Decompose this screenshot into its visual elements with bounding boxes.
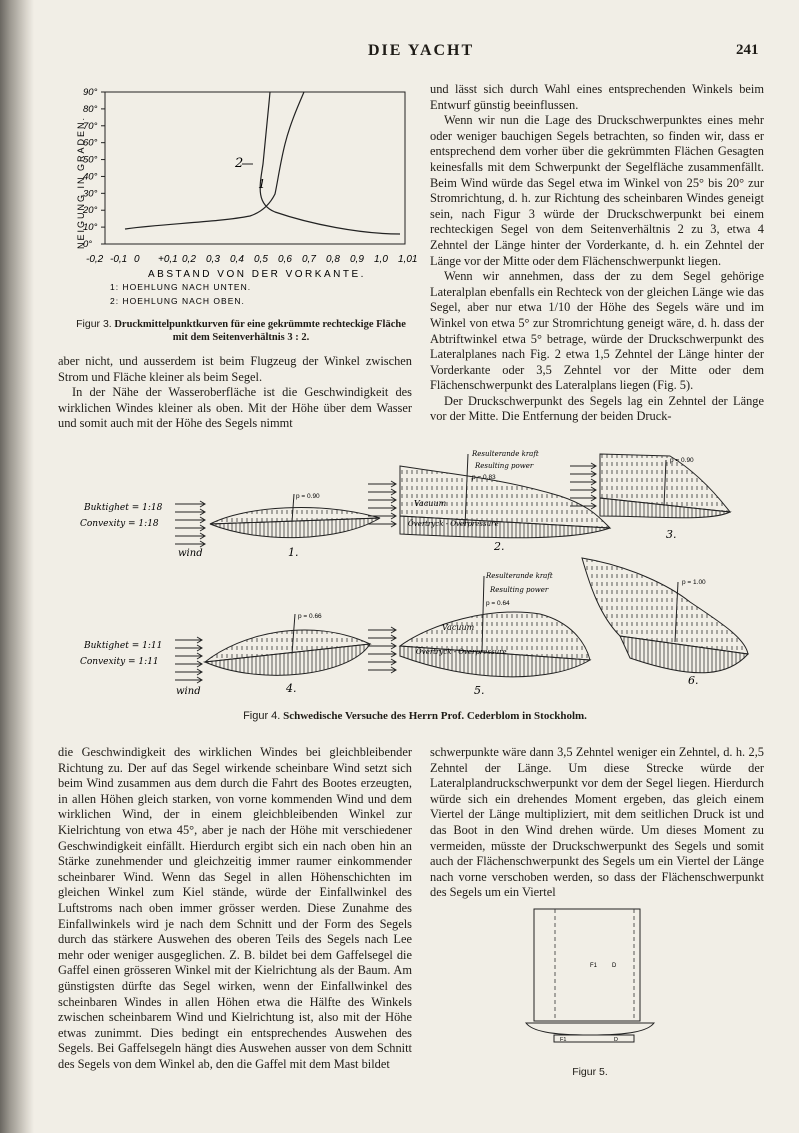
fig5-hull <box>526 1023 654 1035</box>
fig3-x-tick-label: 0,7 <box>302 254 316 265</box>
fig3-y-tick-label: 90° <box>83 87 98 98</box>
fig4-resultant-2a: Resulterande kraft <box>472 450 539 458</box>
fig3-y-tick-label: 60° <box>83 137 98 149</box>
fig3-x-tick-label: 0,6 <box>278 254 292 265</box>
fig3-x-tick-label: 0 <box>134 254 140 265</box>
fig3-y-tick-label: 40° <box>83 171 98 183</box>
fig3-x-tick-label: 1,0 <box>374 254 388 265</box>
fig3-x-tick-label: 0,2 <box>182 254 196 265</box>
page-header <box>0 42 799 64</box>
fig3-curve-label-1: 1 <box>258 177 266 191</box>
fig4-p-value-3: p = 0.90 <box>670 457 694 464</box>
fig3-x-tick-label: 0,5 <box>254 254 268 265</box>
paragraph: und lässt sich durch Wahl eines entsprechenden Winkels beim Entwurf günstig beeinflussen. <box>430 82 764 112</box>
fig3-curve-label-2: 2 <box>235 156 244 171</box>
fig4-number-5: 5. <box>474 684 485 697</box>
paragraph: Der Druckschwerpunkt des Segels lag ein Zehntel der Länge vor der Mitte. Die Entfernung der beiden Druck- <box>430 393 764 424</box>
fig4-wind-arrows-4 <box>175 637 202 683</box>
fig3-x-tick-label: 0,8 <box>326 254 340 265</box>
fig3-y-tick-label: 20° <box>83 205 98 217</box>
fig4-p-value-2: p = 0.83 <box>472 474 496 481</box>
paragraph: aber nicht, und ausserdem ist beim Flugzeug der Winkel zwischen Strom und Fläche kleiner als beim Segel. <box>58 354 412 384</box>
fig4-p-value-6: p = 1.00 <box>682 579 706 586</box>
fig3-legend-1: 1: HOEHLUNG NACH UNTEN. <box>110 282 252 292</box>
fig3-curve-1 <box>125 92 304 229</box>
paragraph: Wenn wir nun die Lage des Druckschwerpunktes eines mehr oder weniger bauchigen Segels betrachten, so finden wir, dass er entsprechend dem vorher über die gekrümmten Flächen Gesagten keinesfalls mit dem Schwerpunkt der Segelfläche zusammenfällt. Beim Wind würde das Segel etwa im Winkel von 25° bis 20° zur Stromrichtung, d. h. zur Richtung des scheinbaren Windes geneigt sein, nach Figur 3 würde der Druckschwerpunkt bei einem rechteckigen Segel von dem Seitenverhältnis 2 zu 3, etwa 4 Zehntel der Länge hinter der Vorderkante, d. h. ein Zehntel der Länge vor der Mitte oder dem Flächenschwerpunkt liegen. <box>430 113 764 268</box>
fig3-y-tick-label: 10° <box>83 222 98 234</box>
right-column-bottom <box>430 745 764 901</box>
fig4-number-6: 6. <box>688 674 699 687</box>
fig4-resultant-2b: Resulting power <box>475 462 534 470</box>
fig3-x-tick-label: -0,1 <box>110 254 128 265</box>
figure-3-caption-label: Figur 3. <box>76 318 112 330</box>
fig4-p-value-1: p = 0.90 <box>296 493 320 500</box>
fig3-x-tick-label: +0,1 <box>158 254 178 265</box>
figure-3-caption-text: Druckmittelpunktkurven für eine gekrümmte rechteckige Fläche mit dem Seitenverhältnis 3 : 2. <box>114 319 406 343</box>
paragraph: In der Nähe der Wasseroberfläche ist die Geschwindigkeit des wirklichen Windes kleiner als oben. Mit der Höhe über dem Wasser und somit auch mit der Höhe des Segels nimmt <box>58 385 412 431</box>
fig4-sail-6-upper <box>582 558 748 654</box>
figure-5-caption-label: Figur 5. <box>572 1066 608 1078</box>
figure-4-caption-label: Figur 4. <box>243 710 281 722</box>
fig4-number-3: 3. <box>666 528 677 541</box>
fig4-p-value-4: p = 0.66 <box>298 613 322 620</box>
fig4-overtryck-5: Övertryck - Overpressure <box>416 648 507 656</box>
fig3-x-tick-label: 0,4 <box>230 254 244 265</box>
paragraph: Wenn wir annehmen, dass der zu dem Segel gehörige Lateralplan ebenfalls ein Rechteck von der gleichen Länge wie das Segel, aber nur etwa 1/10 der Höhe des Segels wäre und im Winkel von etwa 5° zur Stromrichtung geneigt wäre, d. h. dass der Abtriftwinkel etwa 5° betrage, würde der Druckschwerpunkt des Lateralplanes nach Fig. 2 etwa 1,5 Zehntel der Länge hinter der Vorderkante oder 3,5 Zehntel vor der Mitte oder dem Flächenschwerpunkt des Lateralplans liegen (Fig. 5). <box>430 269 764 393</box>
figure-4-diagram <box>70 446 760 704</box>
fig3-x-tick-label: 0,9 <box>350 254 364 265</box>
fig4-vacuum-5: Vacuum <box>442 623 475 632</box>
fig3-grid <box>105 92 405 244</box>
left-column-top <box>58 354 412 432</box>
fig4-resultant-5a: Resulterande kraft <box>486 572 553 580</box>
fig3-x-tick-label: 1,01 <box>398 254 418 265</box>
fig4-number-2: 2. <box>494 540 505 553</box>
figure-5-caption <box>520 1066 660 1079</box>
fig5-label-a: F1 <box>590 963 598 969</box>
paragraph: schwerpunkte wäre dann 3,5 Zehntel weniger ein Zehntel, d. h. 2,5 Zehntel der Länge. Um diese Strecke würde der Lateralplandruckschwerpunkt vor dem der Segel liegen. Hierdurch würde sich ein drehendes Moment ergeben, das gleich einem Viertel der Länge multipliziert, mit dem seitlichen Druck ist und das Boot in den Wind drehen würde. Um dieses Moment zu vermeiden, müsste der Druckschwerpunkt des Segels und somit auch der Flächenschwerpunkt des Segels um ein Viertel der Länge nach vorne verschoben werden, so dass der Flächenschwerpunkt des Segels um ein Viertel <box>430 745 764 900</box>
fig4-p-value-5: p = 0.64 <box>486 600 510 607</box>
fig3-y-axis-label: NEIGUNG IN GRADEN. <box>76 115 86 249</box>
page-number: 241 <box>736 42 759 58</box>
fig4-wind-label-4: wind <box>176 686 201 697</box>
right-column-top <box>430 82 764 425</box>
fig5-label-b-lower: D <box>614 1037 618 1043</box>
journal-title: DIE YACHT <box>368 42 475 59</box>
fig5-label-a-lower: F1 <box>560 1037 567 1043</box>
fig3-y-tick-label: 50° <box>83 154 98 166</box>
fig4-top-note-2: Convexity = 1:18 <box>80 519 159 529</box>
figure-3-caption <box>76 318 406 344</box>
fig3-x-ticks <box>86 254 417 265</box>
fig3-y-tick-label: 0° <box>83 239 93 250</box>
fig3-legend-2: 2: HOEHLUNG NACH OBEN. <box>110 296 245 306</box>
paragraph: die Geschwindigkeit des wirklichen Windes bei gleichbleibender Richtung zu. Der auf das Segel wirkende scheinbare Wind setzt sich beim Wind zusammen aus dem durch die Fahrt des Bootes erzeugten, in allen Höhen gleich starken, von vorne kommenden Wind und dem wirklichen Wind, der in einem gleichbleibenden Winkel zur Kielrichtung von etwa 45°, aber je nach der Höhe mit verschiedener Geschwindigkeit einfällt. Hierdurch ergibt sich ein nach oben hin an Stärke zunehmender und gleichzeitig immer raumer einkommender scheinbarer Wind. Wenn das Segel in allen Höhenschichten im gleichen Winkel zum Kiel stände, würde der Einfallwinkel des Luftstroms nach oben immer grösser werden. Diese Zunahme des Einfallwinkels wird je nach dem Schnitt und der Form des Segels durch das stärkere Auswehen des oberen Teils des Segels nach Lee mehr oder weniger ausgeglichen. Z. B. bildet bei dem Gaffelsegel die Gaffel einen grösseren Winkel mit der Kielrichtung als der Baum. Am günstigsten dürfte das Segel wirken, wenn der Einfallwinkel des scheinbaren Windes in allen Höhen etwa die Hälfte des Winkels zwischen scheinbarem Wind und Kielrichtung ist, also mit der Höhe etwas zunimmt. Dies bedingt ein entsprechendes Auswehen des Segels. Bei Gaffelsegeln hängt dies Auswehen ausser von dem Schnitt des Segels von dem Winkel ab, den die Gaffel mit dem Mast bildet <box>58 745 412 1071</box>
fig3-frame <box>105 92 405 244</box>
fig4-bottom-note-2: Convexity = 1:11 <box>80 657 159 667</box>
fig5-label-b: D <box>612 963 617 969</box>
fig3-x-tick-label: -0,2 <box>86 254 104 265</box>
fig5-sail <box>534 909 640 1021</box>
fig4-bottom-note-1: Buktighet = 1:11 <box>84 641 163 651</box>
figure-5-diagram <box>520 905 660 1055</box>
fig4-vacuum-2: Vacuum <box>414 499 447 508</box>
fig3-y-tick-label: 80° <box>83 103 98 115</box>
fig3-y-tick-label: 30° <box>83 188 98 200</box>
page-binding-edge <box>0 0 34 1133</box>
fig4-top-note-1: Buktighet = 1:18 <box>84 503 163 513</box>
fig3-x-axis-label: ABSTAND VON DER VORKANTE. <box>148 269 366 280</box>
fig4-number-1: 1. <box>288 546 299 559</box>
fig4-wind-arrows-5 <box>368 627 396 673</box>
fig4-resultant-5b: Resulting power <box>490 586 549 594</box>
fig4-number-4: 4. <box>286 682 297 695</box>
left-column-bottom <box>58 745 412 1072</box>
fig4-overtryck-2: Övertryck - Overpressure <box>408 520 499 528</box>
figure-4-caption-text: Schwedische Versuche des Herrn Prof. Cederblom in Stockholm. <box>283 710 587 722</box>
fig4-wind-label-1: wind <box>178 548 203 559</box>
fig4-wind-arrows-1 <box>175 501 205 547</box>
figure-3-chart <box>70 84 418 314</box>
fig3-x-tick-label: 0,3 <box>206 254 220 265</box>
figure-4-caption <box>70 710 760 723</box>
fig3-y-tick-label: 70° <box>83 120 98 132</box>
